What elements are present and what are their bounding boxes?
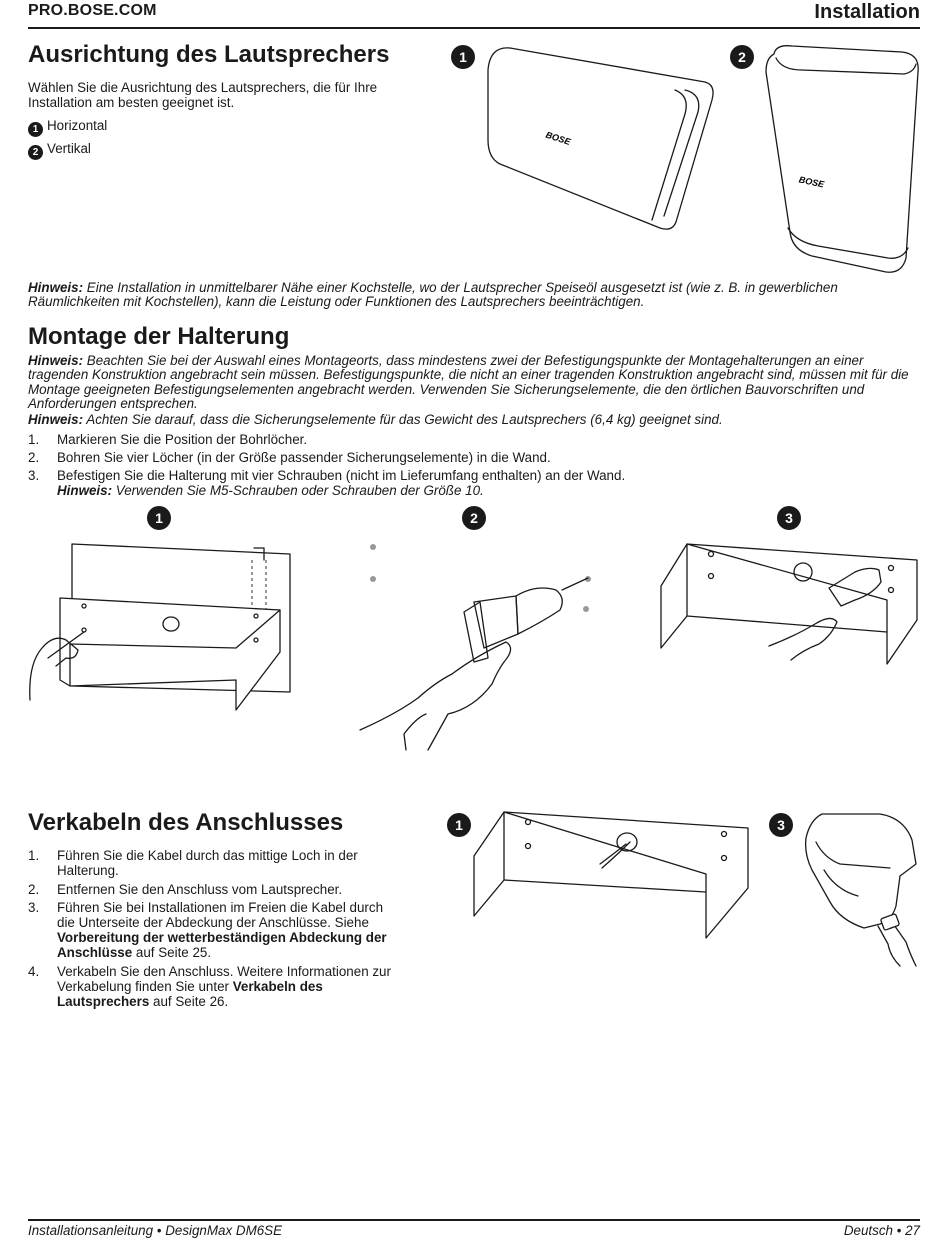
wiring-heading: Verkabeln des Anschlusses bbox=[28, 809, 344, 836]
note-label: Hinweis: bbox=[28, 280, 84, 295]
step-text: Führen Sie bei Installationen im Freien die Kabel durch die Unterseite der Abdeckung der Anschlüsse. Siehe bbox=[57, 900, 384, 930]
list-item bbox=[28, 848, 400, 878]
cable-through-bracket-illustration bbox=[470, 808, 754, 940]
speaker-logo: BOSE bbox=[544, 129, 572, 147]
step-link: Vorbereitung der wetterbeständigen Abdeckung der Anschlüsse bbox=[57, 930, 387, 960]
figure-number: 3 bbox=[769, 813, 793, 837]
option-number: 1 bbox=[28, 122, 43, 137]
note-label: Hinweis: bbox=[28, 353, 84, 368]
site-name: PRO.BOSE.COM bbox=[28, 2, 157, 19]
speaker-logo: BOSE bbox=[797, 174, 826, 190]
option-horizontal bbox=[28, 118, 107, 137]
step-text: Befestigen Sie die Halterung mit vier Schrauben (nicht im Lieferumfang enthalten) an der Wand. bbox=[57, 468, 626, 483]
footer-document-title: Installationsanleitung • DesignMax DM6SE bbox=[28, 1223, 283, 1238]
step-number: 1. bbox=[28, 848, 40, 863]
orientation-heading: Ausrichtung des Lautsprechers bbox=[28, 41, 390, 68]
note-text: Achten Sie darauf, dass die Sicherungselemente für das Gewicht des Lautsprechers (6,4 kg) geeignet sind. bbox=[83, 412, 723, 427]
connector-illustration bbox=[800, 810, 920, 966]
step-number: 3. bbox=[28, 468, 40, 483]
step-text: Markieren Sie die Position der Bohrlöcher. bbox=[57, 432, 308, 447]
figure-number: 1 bbox=[147, 506, 171, 530]
note-label: Hinweis: bbox=[57, 483, 113, 498]
orientation-intro: Wählen Sie die Ausrichtung des Lautsprechers, die für Ihre Installation am besten geeignet ist. bbox=[28, 80, 378, 110]
list-item bbox=[28, 882, 400, 897]
wiring-steps bbox=[28, 848, 400, 1012]
vertical-speaker-illustration bbox=[762, 42, 922, 278]
horizontal-speaker-illustration bbox=[480, 40, 725, 230]
drill-illustration bbox=[356, 538, 596, 750]
step-number: 4. bbox=[28, 963, 40, 979]
footer-divider bbox=[28, 1219, 920, 1221]
note-text: Beachten Sie bei der Auswahl eines Montageorts, dass mindestens zwei der Befestigungspunkte der Montagehalterungen an einer tragenden Konstruktion angebracht sein müssen. Befestigungspunkte, die nicht an einer tragenden Konstruktion angebracht sind, müssen mit für die Montage geeigneten Befestigungselementen angebracht werden. Verwenden Sie Sicherungselemente, die den örtlichen Bauvorschriften und Anforderungen entsprechen. bbox=[28, 353, 909, 411]
option-label: Horizontal bbox=[47, 118, 108, 133]
step-text: auf Seite 25. bbox=[132, 945, 212, 960]
figure-number: 2 bbox=[730, 45, 754, 69]
step-number: 2. bbox=[28, 450, 40, 465]
note-label: Hinweis: bbox=[28, 412, 84, 427]
list-item bbox=[28, 964, 400, 1009]
list-item bbox=[28, 900, 400, 960]
option-number: 2 bbox=[28, 145, 43, 160]
mounting-note-2 bbox=[28, 413, 920, 427]
step-number: 3. bbox=[28, 900, 40, 915]
figure-number: 2 bbox=[462, 506, 486, 530]
mounting-heading: Montage der Halterung bbox=[28, 323, 290, 350]
footer-page-number: Deutsch • 27 bbox=[843, 1223, 920, 1238]
option-label: Vertikal bbox=[47, 141, 91, 156]
list-item bbox=[28, 450, 920, 465]
mark-holes-illustration bbox=[26, 540, 296, 710]
step-number: 1. bbox=[28, 432, 40, 447]
figure-number: 1 bbox=[451, 45, 475, 69]
mounting-note-1 bbox=[28, 354, 920, 411]
orientation-note bbox=[28, 281, 920, 310]
section-title: Installation bbox=[814, 1, 920, 23]
step-text: auf Seite 26. bbox=[149, 993, 229, 1009]
step-text: Entfernen Sie den Anschluss vom Lautsprecher. bbox=[57, 881, 343, 897]
mounting-steps bbox=[28, 432, 920, 501]
note-text: Eine Installation in unmittelbarer Nähe einer Kochstelle, wo der Lautsprecher Speiseöl ausgesetzt ist (wie z. B. in gewerblichen Räumlichkeiten mit Kochstellen), kann die Leistung oder Funktionen des Lautsprechers beeinträchtigen. bbox=[28, 280, 838, 310]
list-item bbox=[28, 468, 920, 498]
step-text: Führen Sie die Kabel durch das mittige Loch in der Halterung. bbox=[57, 848, 358, 878]
step-link: Verkabeln des Lautsprechers bbox=[57, 978, 323, 1009]
fasten-bracket-illustration bbox=[655, 540, 923, 680]
figure-number: 1 bbox=[447, 813, 471, 837]
step-number: 2. bbox=[28, 881, 40, 897]
step-text: Verkabeln Sie den Anschluss. Weitere Informationen zur Verkabelung finden Sie unter bbox=[57, 963, 391, 994]
option-vertical bbox=[28, 141, 91, 160]
list-item bbox=[28, 432, 920, 447]
figure-number: 3 bbox=[777, 506, 801, 530]
step-text: Bohren Sie vier Löcher (in der Größe passender Sicherungselemente) in die Wand. bbox=[57, 450, 551, 465]
note-text: Verwenden Sie M5-Schrauben oder Schrauben der Größe 10. bbox=[112, 483, 484, 498]
header-divider bbox=[28, 27, 920, 29]
